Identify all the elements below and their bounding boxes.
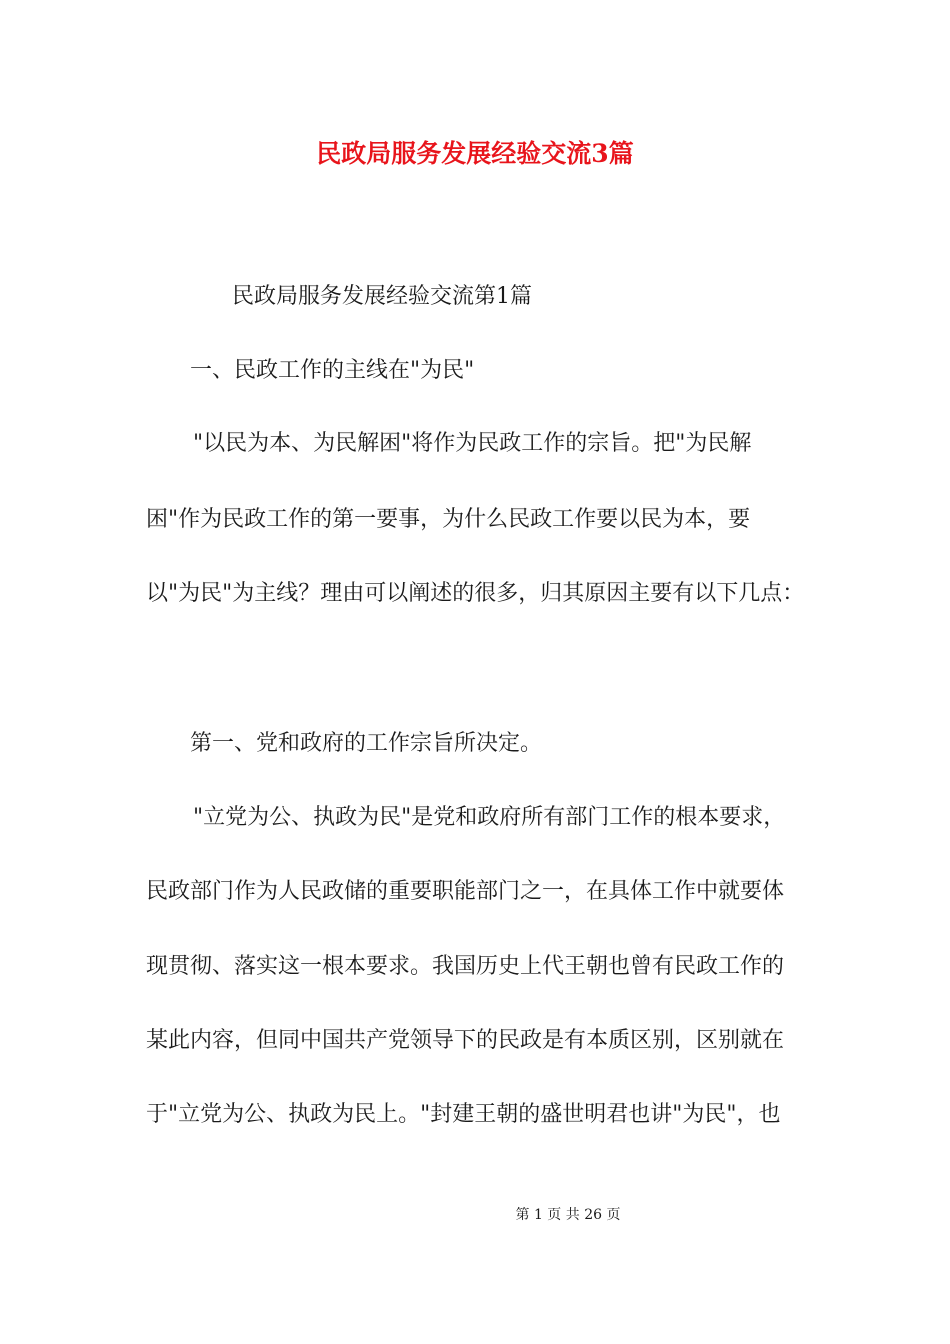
paragraph-line: 以"为民"为主线？理由可以阐述的很多，归其原因主要有以下几点：: [146, 581, 805, 606]
subheading-2: 第一、党和政府的工作宗旨所决定。: [190, 731, 543, 756]
page-footer: 第 1 页 共 26 页: [515, 1207, 621, 1223]
paragraph-line: 现贯彻、落实这一根本要求。我国历史上代王朝也曾有民政工作的: [146, 954, 785, 979]
paragraph-line: "立党为公、执政为民"是党和政府所有部门工作的根本要求，: [193, 805, 786, 830]
paragraph-line: 困"作为民政工作的第一要事，为什么民政工作要以民为本，要: [146, 507, 751, 532]
paragraph-line: "以民为本、为民解困"将作为民政工作的宗旨。把"为民解: [193, 431, 752, 456]
paragraph-line: 某此内容，但同中国共产党领导下的民政是有本质区别，区别就在: [146, 1028, 785, 1053]
paragraph-line: 于"立党为公、执政为民上。"封建王朝的盛世明君也讲"为民"，也: [146, 1102, 781, 1127]
subheading-1: 一、民政工作的主线在"为民": [190, 358, 475, 383]
section-heading: 民政局服务发展经验交流第1篇: [232, 284, 532, 309]
paragraph-line: 民政部门作为人民政储的重要职能部门之一，在具体工作中就要体: [146, 879, 785, 904]
document-title: 民政局服务发展经验交流3篇: [316, 139, 634, 168]
